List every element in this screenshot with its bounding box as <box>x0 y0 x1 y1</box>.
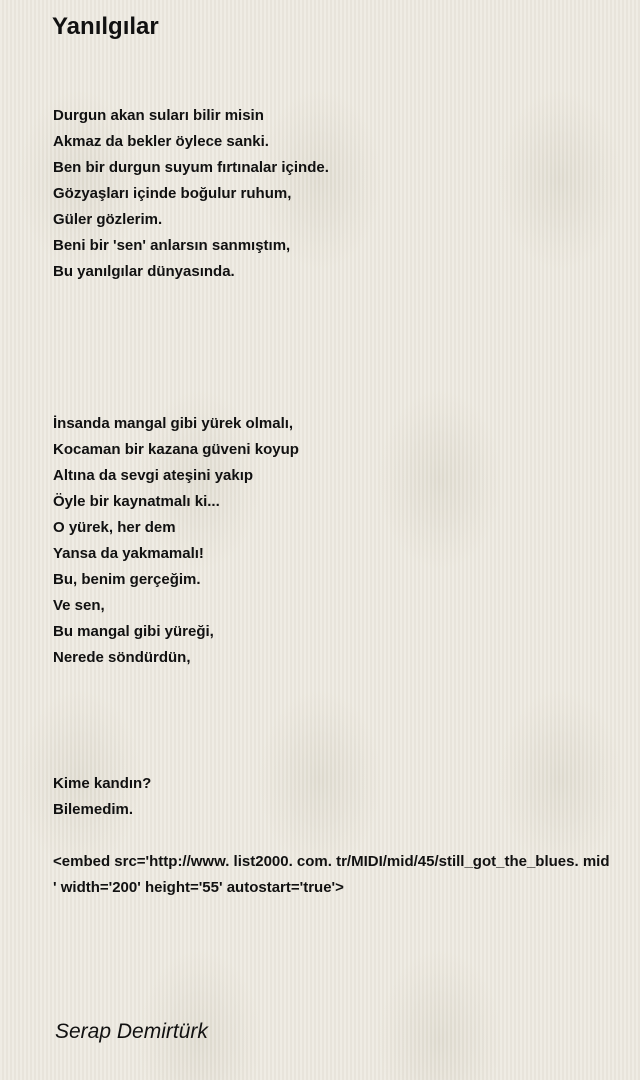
poem-line: Bu mangal gibi yüreği, <box>53 623 214 640</box>
poem-line: Akmaz da bekler öylece sanki. <box>53 133 269 150</box>
poem-line: Nerede söndürdün, <box>53 649 191 666</box>
poem-line: Bu, benim gerçeğim. <box>53 571 201 588</box>
poem-stanza-2 <box>53 411 299 671</box>
poem-line: Bu yanılgılar dünyasında. <box>53 263 235 280</box>
poem-line: İnsanda mangal gibi yürek olmalı, <box>53 415 294 432</box>
embed-code-text <box>53 849 640 901</box>
poem-line: Bilemedim. <box>53 801 134 818</box>
poem-stanza-3 <box>53 771 151 823</box>
poem-line: Ve sen, <box>53 597 105 614</box>
poem-line: O yürek, her dem <box>53 519 176 536</box>
poem-line: Gözyaşları içinde boğulur ruhum, <box>53 185 292 202</box>
embed-code-line: ' width='200' height='55' autostart='true'> <box>53 879 344 896</box>
poem-author: Serap Demirtürk <box>55 1020 208 1043</box>
poem-line: Kocaman bir kazana güveni koyup <box>53 441 299 458</box>
poem-line: Güler gözlerim. <box>53 211 163 228</box>
poem-line: Yansa da yakmamalı! <box>53 545 204 562</box>
poem-line: Kime kandın? <box>53 775 152 792</box>
embed-code-line: <embed src='http://www. list2000. com. tr/MIDI/mid/45/still_got_the_blues. mid <box>53 853 610 870</box>
poem-stanza-1 <box>53 103 329 285</box>
poem-line: Durgun akan suları bilir misin <box>53 107 264 124</box>
poem-title: Yanılgılar <box>52 13 159 40</box>
poem-line: Altına da sevgi ateşini yakıp <box>53 467 254 484</box>
poem-line: Ben bir durgun suyum fırtınalar içinde. <box>53 159 329 176</box>
poem-line: Öyle bir kaynatmalı ki... <box>53 493 220 510</box>
poem-line: Beni bir 'sen' anlarsın sanmıştım, <box>53 237 291 254</box>
